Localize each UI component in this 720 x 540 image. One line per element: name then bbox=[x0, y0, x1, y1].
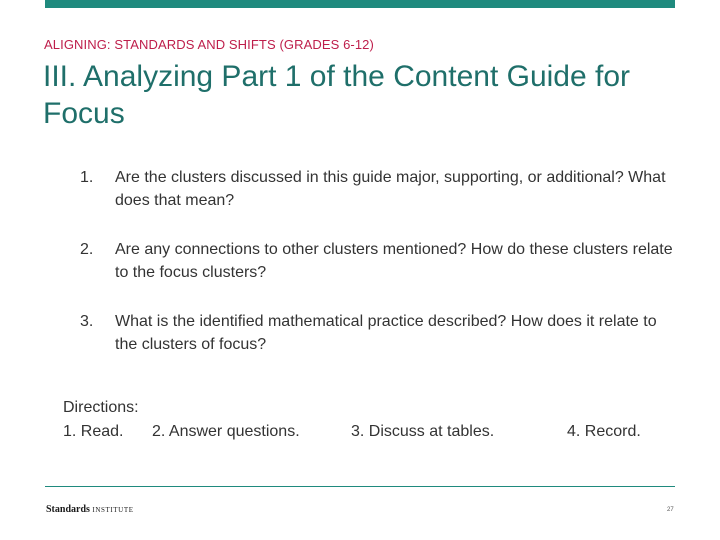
standards-institute-logo bbox=[46, 504, 134, 515]
page-number: 27 bbox=[667, 507, 674, 513]
step-answer: 2. Answer questions. bbox=[152, 423, 300, 440]
directions-steps bbox=[63, 420, 663, 444]
logo-main-text: Standards bbox=[46, 504, 90, 515]
footer-divider bbox=[45, 486, 675, 487]
directions-block bbox=[63, 396, 663, 444]
list-item bbox=[80, 166, 680, 212]
step-record: 4. Record. bbox=[567, 423, 641, 440]
list-item bbox=[80, 310, 680, 356]
step-read: 1. Read. bbox=[63, 423, 124, 440]
step-discuss: 3. Discuss at tables. bbox=[351, 423, 495, 440]
question-text: What is the identified mathematical practice described? How does it relate to the clusters of focus? bbox=[115, 313, 657, 353]
directions-heading: Directions: bbox=[63, 399, 139, 416]
question-text: Are the clusters discussed in this guide major, supporting, or additional? What does that mean? bbox=[115, 169, 666, 209]
question-list bbox=[80, 166, 680, 356]
logo-sub-text: INSTITUTE bbox=[92, 506, 134, 514]
slide-title: III. Analyzing Part 1 of the Content Guide for Focus bbox=[43, 60, 631, 130]
top-accent-bar bbox=[45, 0, 675, 8]
section-kicker: ALIGNING: STANDARDS AND SHIFTS (GRADES 6-12) bbox=[44, 37, 374, 52]
question-text: Are any connections to other clusters mentioned? How do these clusters relate to the focus clusters? bbox=[115, 241, 673, 281]
question-number: 3. bbox=[80, 313, 94, 330]
list-item bbox=[80, 238, 680, 284]
question-number: 1. bbox=[80, 169, 94, 186]
question-number: 2. bbox=[80, 241, 94, 258]
